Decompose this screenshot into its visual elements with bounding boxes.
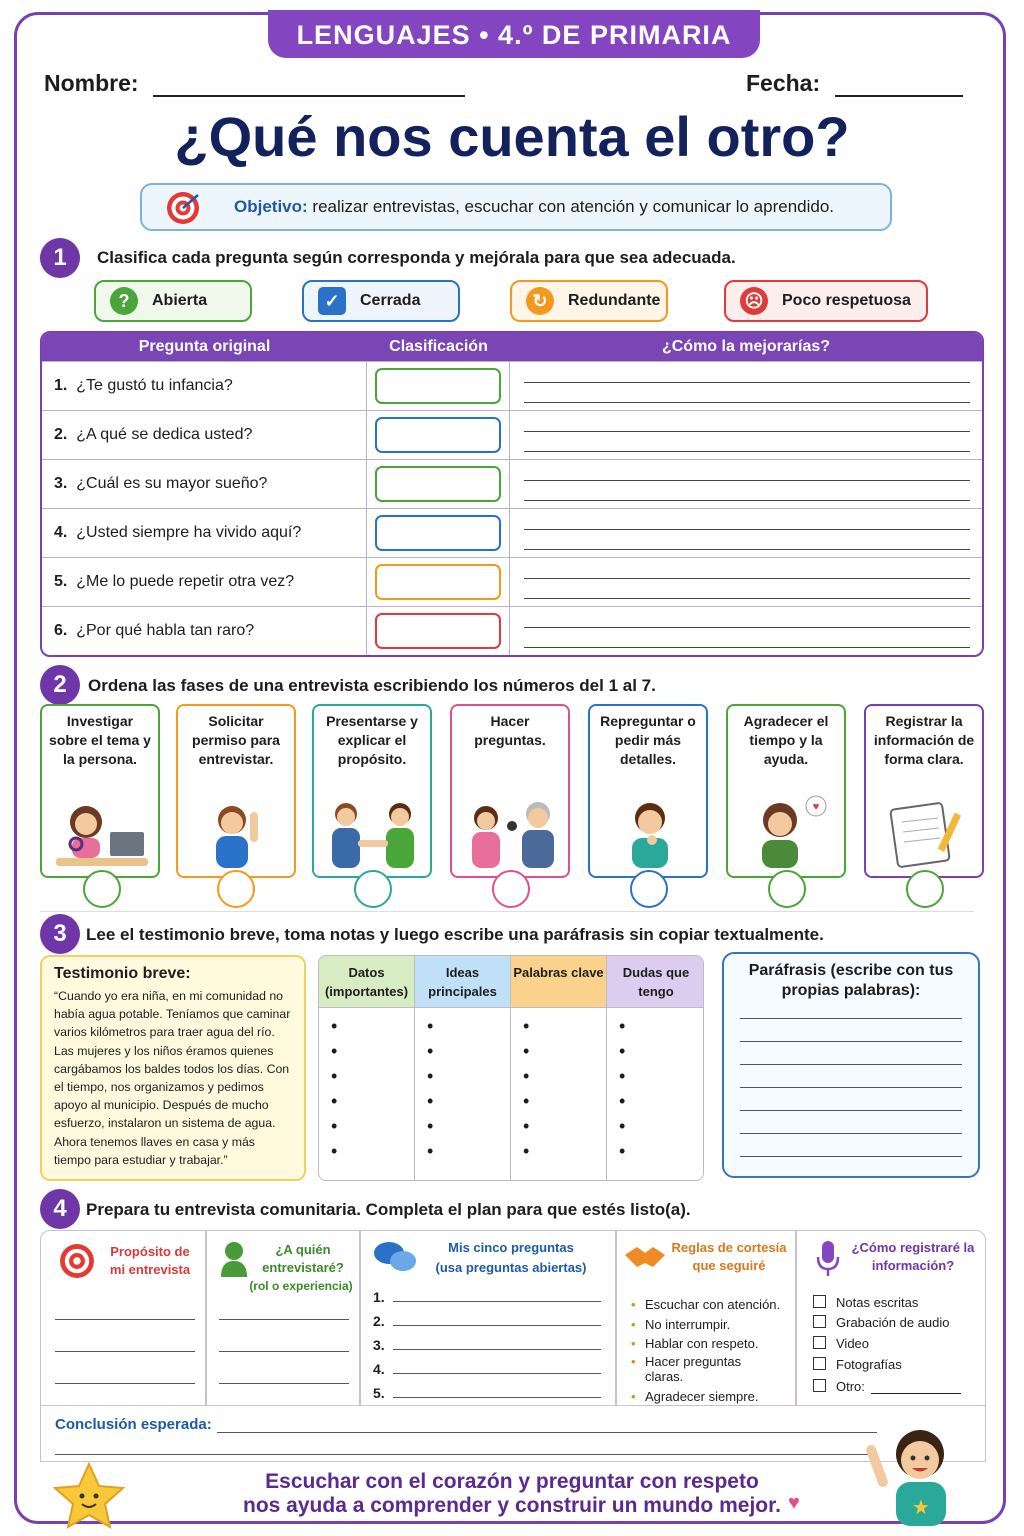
option-label: Video	[836, 1336, 870, 1351]
waving-boy-icon	[866, 1418, 970, 1526]
record-title: ¿Cómo registraré la información?	[851, 1240, 975, 1273]
plan-record	[796, 1230, 986, 1406]
phase-text: Registrar la información de forma clara.	[873, 713, 975, 767]
improve-lines[interactable]	[510, 459, 982, 508]
record-option-video[interactable]	[813, 1336, 869, 1351]
classification-box[interactable]	[375, 564, 501, 600]
phase-card-presentarse	[312, 704, 432, 878]
record-option-audio[interactable]	[813, 1315, 949, 1330]
section-2-instruction: Ordena las fases de una entrevista escribiendo los números del 1 al 7.	[88, 676, 656, 695]
option-label: Otro:	[836, 1379, 865, 1394]
phase-card-repreguntar	[588, 704, 708, 878]
name-input-line[interactable]	[153, 95, 465, 97]
section-divider	[40, 911, 974, 912]
thinking-boy-icon	[600, 792, 700, 870]
notes-column-header: Ideas principales	[415, 956, 510, 1008]
table-row	[42, 410, 982, 459]
question-number: 1.	[373, 1289, 385, 1305]
question-text: ¿Cuál es su mayor sueño?	[76, 475, 268, 492]
category-chip-redundante	[510, 280, 668, 322]
thankful-girl-icon	[738, 792, 838, 870]
table-row	[42, 557, 982, 606]
question-text: ¿Por qué habla tan raro?	[76, 622, 255, 639]
section-3-instruction: Lee el testimonio breve, toma notas y luego escribe una paráfrasis sin copiar textualmente.	[86, 925, 824, 944]
handshake-kids-icon	[324, 792, 424, 870]
category-chip-poco-respetuosa	[724, 280, 928, 322]
plan-questions[interactable]	[360, 1230, 616, 1406]
section-4-instruction: Prepara tu entrevista comunitaria. Completa el plan para que estés listo(a).	[86, 1200, 691, 1219]
notes-column-header: Datos (importantes)	[319, 956, 414, 1008]
question-number: 3.	[373, 1337, 385, 1353]
paraphrase-title: Paráfrasis (escribe con tus propias palabras):	[748, 962, 954, 999]
question-number: 1.	[54, 377, 68, 394]
rules-list	[631, 1295, 780, 1406]
question-number: 6.	[54, 622, 68, 639]
conclusion-label: Conclusión esperada:	[55, 1416, 212, 1433]
heart-icon: ♥	[788, 1492, 800, 1514]
subject-banner: LENGUAJES • 4.º DE PRIMARIA	[268, 10, 760, 58]
plan-rules	[616, 1230, 796, 1406]
classification-box[interactable]	[375, 417, 501, 453]
repeat-icon: ↻	[526, 287, 554, 315]
phase-order-circle[interactable]	[83, 870, 121, 908]
notes-column-dudas[interactable]: Dudas que tengo • • • • • •	[607, 956, 704, 1181]
girl-laptop-icon	[52, 792, 152, 870]
improve-lines[interactable]	[510, 606, 982, 655]
rule-item: • Agradecer siempre.	[631, 1387, 780, 1407]
phase-text: Investigar sobre el tema y la persona.	[49, 713, 151, 767]
record-option-notas[interactable]	[813, 1295, 918, 1310]
notes-column-datos[interactable]: Datos (importantes) • • • • • •	[319, 956, 415, 1181]
phase-order-circle[interactable]	[906, 870, 944, 908]
phase-card-solicitar	[176, 704, 296, 878]
page-title: ¿Qué nos cuenta el otro?	[174, 105, 850, 168]
notes-column-header: Palabras clave	[511, 956, 606, 1008]
chip-label: Cerrada	[360, 292, 421, 309]
section-2-number: 2	[40, 665, 80, 705]
chip-label: Abierta	[152, 292, 208, 309]
target-icon	[59, 1243, 95, 1279]
question-text: ¿A qué se dedica usted?	[76, 426, 253, 443]
phase-card-hacer	[450, 704, 570, 878]
rule-item: • No interrumpir.	[631, 1315, 780, 1335]
phase-text: Repreguntar o pedir más detalles.	[600, 713, 696, 767]
svg-text:♥: ♥	[812, 801, 820, 813]
notebook-pencil-icon	[876, 792, 976, 870]
phase-text: Hacer preguntas.	[474, 713, 546, 748]
category-chip-abierta	[94, 280, 252, 322]
phase-order-circle[interactable]	[354, 870, 392, 908]
question-number: 2.	[54, 426, 68, 443]
record-option-otro[interactable]	[813, 1379, 961, 1394]
paraphrase-box[interactable]	[722, 952, 980, 1178]
option-label: Fotografías	[836, 1357, 902, 1372]
phase-order-circle[interactable]	[630, 870, 668, 908]
classification-box[interactable]	[375, 515, 501, 551]
col-header-original: Pregunta original	[42, 333, 367, 361]
sad-face-icon: ☹	[740, 287, 768, 315]
question-text: ¿Usted siempre ha vivido aquí?	[76, 524, 302, 541]
improve-lines[interactable]	[510, 361, 982, 410]
questions-subtitle: (usa preguntas abiertas)	[435, 1260, 587, 1275]
question-number: 2.	[373, 1313, 385, 1329]
option-label: Notas escritas	[836, 1295, 919, 1310]
phase-card-registrar	[864, 704, 984, 878]
rule-item: • Hablar con respeto.	[631, 1334, 780, 1354]
chip-label: Redundante	[568, 292, 661, 309]
phase-card-investigar	[40, 704, 160, 878]
questions-table	[40, 331, 984, 657]
question-number: 4.	[54, 524, 68, 541]
objective-box	[140, 183, 892, 231]
rule-item: • Escuchar con atención.	[631, 1295, 780, 1315]
question-number: 3.	[54, 475, 68, 492]
notes-table	[318, 955, 704, 1181]
notes-column-ideas[interactable]: Ideas principales • • • • • •	[415, 956, 511, 1181]
question-icon: ?	[110, 287, 138, 315]
purpose-title: Propósito de mi entrevista	[109, 1244, 191, 1277]
table-row	[42, 606, 982, 655]
phase-text: Agradecer el tiempo y la ayuda.	[743, 713, 829, 767]
boy-waving-icon	[188, 792, 288, 870]
question-text: ¿Te gustó tu infancia?	[76, 377, 233, 394]
col-header-classification: Clasificación	[367, 333, 510, 361]
improve-lines[interactable]	[510, 508, 982, 557]
table-row	[42, 361, 982, 410]
target-icon	[166, 191, 200, 225]
questions-title: Mis cinco preguntas	[448, 1240, 574, 1255]
person-icon	[219, 1241, 249, 1277]
classification-box[interactable]	[375, 613, 501, 649]
section-1-instruction: Clasifica cada pregunta según corresponda y mejórala para que sea adecuada.	[97, 248, 736, 267]
checkbox-icon: ✓	[318, 287, 346, 315]
improve-lines[interactable]	[510, 410, 982, 459]
handshake-icon	[623, 1241, 667, 1273]
rules-title: Reglas de cortesía que seguiré	[671, 1240, 787, 1273]
plan-who[interactable]	[206, 1230, 360, 1406]
section-3-number: 3	[40, 914, 80, 954]
date-input-line[interactable]	[835, 95, 963, 97]
question-number: 5.	[373, 1385, 385, 1401]
classification-box[interactable]	[375, 466, 501, 502]
date-label: Fecha:	[746, 70, 821, 96]
question-number: 4.	[373, 1361, 385, 1377]
svg-text:★: ★	[912, 1497, 930, 1519]
who-subtitle: (rol o experiencia)	[249, 1279, 353, 1293]
option-label: Grabación de audio	[836, 1315, 950, 1330]
phase-text: Solicitar permiso para entrevistar.	[192, 713, 280, 767]
record-option-fotos[interactable]	[813, 1357, 902, 1372]
category-chip-cerrada	[302, 280, 460, 322]
plan-purpose[interactable]	[40, 1230, 206, 1406]
name-field	[44, 70, 465, 97]
notes-column-header: Dudas que tengo	[607, 956, 704, 1008]
conclusion-area[interactable]	[40, 1404, 986, 1462]
question-text: ¿Me lo puede repetir otra vez?	[76, 573, 295, 590]
phase-text: Presentarse y explicar el propósito.	[326, 713, 418, 767]
phase-card-agradecer	[726, 704, 846, 878]
date-field	[746, 70, 963, 97]
testimony-box	[40, 955, 306, 1181]
testimony-title: Testimonio breve:	[54, 965, 191, 982]
classification-box[interactable]	[375, 368, 501, 404]
objective-text: realizar entrevistas, escuchar con atención y comunicar lo aprendido.	[312, 197, 835, 216]
chip-label: Poco respetuosa	[782, 292, 911, 309]
table-row	[42, 508, 982, 557]
microphone-icon	[815, 1239, 841, 1277]
notes-column-palabras[interactable]: Palabras clave • • • • • •	[511, 956, 607, 1181]
phase-order-circle[interactable]	[768, 870, 806, 908]
name-label: Nombre:	[44, 70, 139, 96]
speech-bubbles-icon	[373, 1241, 417, 1273]
question-number: 5.	[54, 573, 68, 590]
phase-order-circle[interactable]	[217, 870, 255, 908]
footer-line-2: nos ayuda a comprender y construir un mundo mejor.	[243, 1494, 781, 1517]
improve-lines[interactable]	[510, 557, 982, 606]
objective-label: Objetivo:	[234, 197, 308, 216]
rule-item: • Hacer preguntas claras.	[631, 1354, 775, 1384]
col-header-improve: ¿Cómo la mejorarías?	[510, 333, 982, 361]
footer-line-1: Escuchar con el corazón y preguntar con respeto	[265, 1470, 759, 1493]
interview-microphone-icon	[462, 792, 562, 870]
phase-order-circle[interactable]	[492, 870, 530, 908]
section-1-number: 1	[40, 238, 80, 278]
testimony-text: “Cuando yo era niña, en mi comunidad no había agua potable. Teníamos que caminar varios kilómetros para traer agua del río. Las mujeres y los niños éramos quienes cargábamos los baldes todos los días. Con el tiempo, nos organizamos y pedimos apoyo al municipio. Después de mucho esfuerzo, instalaron un sistema de agua. Ahora tenemos llaves en casa y más tiempo para estudiar y trabajar.”	[54, 989, 291, 1167]
table-row	[42, 459, 982, 508]
section-4-number: 4	[40, 1189, 80, 1229]
who-title: ¿A quién entrevistaré?	[262, 1242, 344, 1275]
